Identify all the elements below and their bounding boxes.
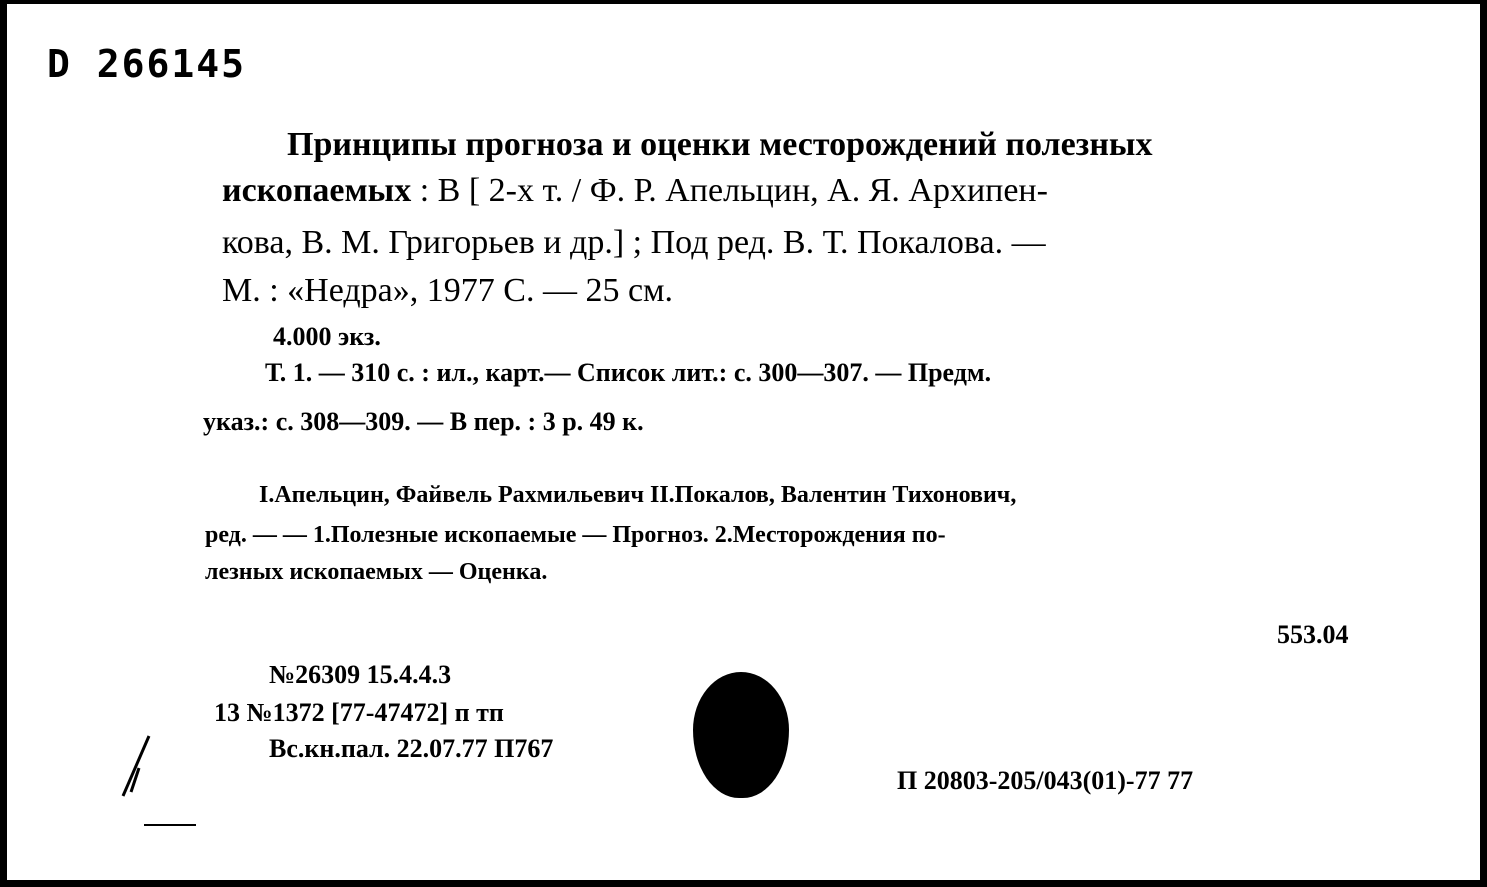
accession-number: D 266145 — [47, 42, 247, 86]
title-continuation: ископаемых — [222, 172, 412, 209]
footer-line-2: 13 №1372 [77-47472] п тп — [214, 698, 504, 727]
volume-description-2: указ.: с. 308—309. — В пер. : 3 р. 49 к. — [203, 407, 644, 436]
udc-number: 553.04 — [1277, 620, 1349, 649]
catalog-card — [7, 4, 1480, 880]
title-line-2: кова, В. М. Григорьев и др.] ; Под ред. В. Т. Покалова. — — [222, 224, 1046, 261]
pencil-mark-icon — [115, 730, 155, 800]
pencil-dash — [144, 824, 196, 826]
ink-blot-stamp — [693, 672, 789, 798]
imprint-line: М. : «Недра», 1977 С. — 25 см. — [222, 272, 674, 309]
card-title: Принципы прогноза и оценки месторождений полезных — [287, 126, 1153, 163]
print-run: 4.000 экз. — [273, 322, 381, 351]
volume-description-1: Т. 1. — 310 с. : ил., карт.— Список лит.: с. 300—307. — Предм. — [265, 358, 992, 387]
footer-line-3: Вс.кн.пал. 22.07.77 П767 — [269, 734, 554, 763]
tracing-line-3: лезных ископаемых — Оценка. — [205, 559, 548, 585]
footer-line-1: №26309 15.4.4.3 — [269, 660, 452, 689]
statement-of-responsibility: : В [ 2-х т. / Ф. Р. Апельцин, А. Я. Архипен- — [411, 172, 1048, 209]
footer-code: П 20803-205/043(01)-77 77 — [897, 766, 1194, 795]
tracing-line-1: I.Апельцин, Файвель Рахмильевич II.Покалов, Валентин Тихонович, — [259, 482, 1017, 508]
title-line-1 — [222, 172, 1048, 210]
tracing-line-2: ред. — — 1.Полезные ископаемые — Прогноз. 2.Месторождения по- — [205, 522, 946, 548]
